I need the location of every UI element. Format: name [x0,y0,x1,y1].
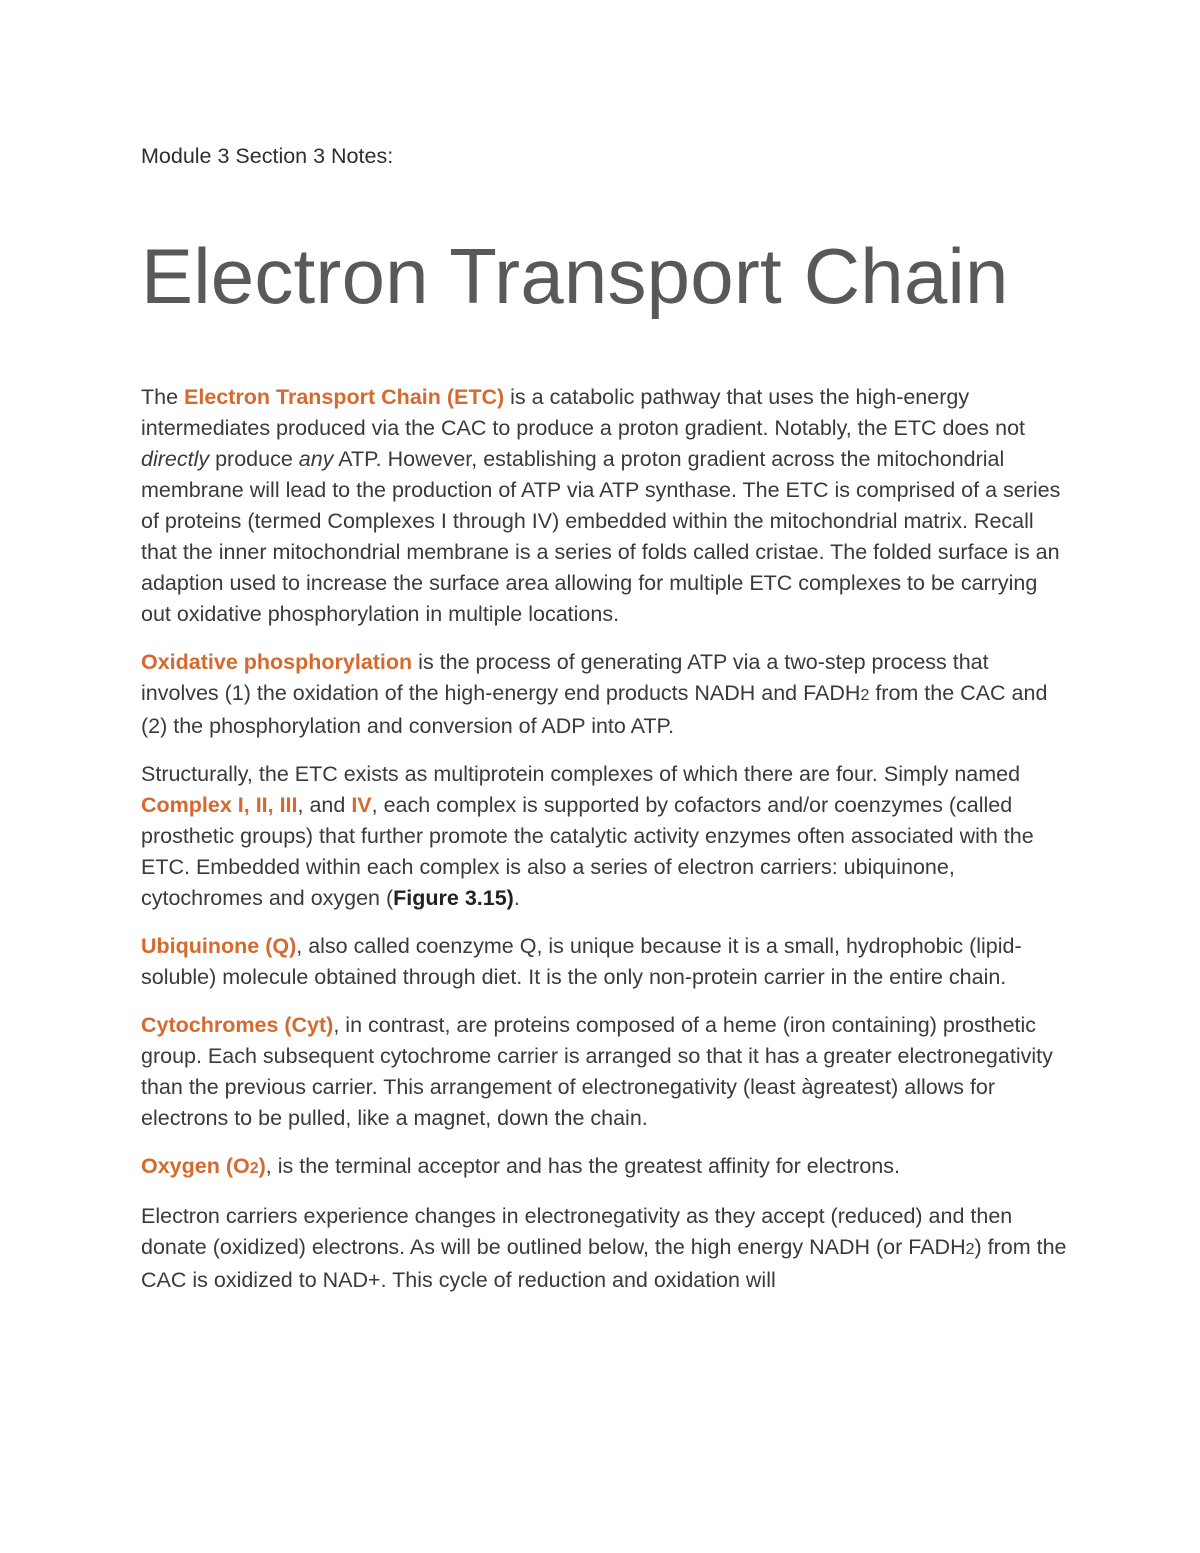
text: , also called coenzyme Q, is unique because it is a small, hydrophobic (lipid-soluble) molecule obtained through diet. It is the only non-protein carrier in the entire chain. [141,934,1022,989]
term-oxygen [141,1154,266,1178]
paragraph-etc-intro [141,382,1071,630]
text: ) from the CAC is oxidized to NAD+. This cycle of reduction and oxidation will [141,1235,1067,1292]
text: produce [209,447,299,471]
text: , and [297,793,352,817]
document-body [141,382,1071,1296]
text: , is the terminal acceptor and has the greatest affinity for electrons. [265,1154,900,1178]
document-page [141,138,1071,1313]
term-oxidative-phosphorylation: Oxidative phosphorylation [141,650,413,674]
paragraph-electron-carriers [141,1201,1071,1296]
paragraph-ubiquinone [141,931,1071,993]
text: is a catabolic pathway that uses the high-energy intermediates produced via the CAC to produce a proton gradient. Notably, the ETC does not [141,385,1025,440]
text: Electron carriers experience changes in electronegativity as they accept (reduced) and then donate (oxidized) electrons. As will be outlined below, the high energy NADH (or FADH [141,1204,1013,1259]
page-title: Electron Transport Chain [141,232,1009,320]
subscript: 2 [965,1241,975,1258]
figure-reference: Figure 3.15) [393,886,514,910]
text: , each complex is supported by cofactors and/or coenzymes (called prosthetic groups) that further promote the catalytic activity enzymes often associated with the ETC. Embedded within each complex is also a series of electron carriers: ubiquinone, cytochromes and oxygen ( [141,793,1034,910]
paragraph-oxidative-phosphorylation [141,647,1071,742]
paragraph-cytochromes [141,1010,1071,1134]
text: is the process of generating ATP via a two-step process that involves (1) the oxidation of the high-energy end products NADH and FADH [141,650,989,705]
term-etc: Electron Transport Chain (ETC) [184,385,505,409]
text: The [141,385,185,409]
emphasis-directly: directly [141,447,210,471]
term-complex-iv: IV [351,793,372,817]
term-cytochromes: Cytochromes (Cyt) [141,1013,334,1037]
text: . [513,886,520,910]
paragraph-structure [141,759,1071,914]
term-complex-i-ii-iii: Complex I, II, III [141,793,298,817]
subscript: 2 [249,1160,259,1177]
paragraph-oxygen [141,1151,1071,1184]
emphasis-any: any [298,447,334,471]
module-heading: Module 3 Section 3 Notes: [141,144,394,168]
text: , in contrast, are proteins composed of a heme (iron containing) prosthetic group. Each subsequent cytochrome carrier is arranged so that it has a greater electronegativity than the previous carrier. This arrangement of electronegativity (least àgreatest) allows for electrons to be pulled, like a magnet, down the chain. [141,1013,1053,1130]
text: Oxygen (O [141,1154,250,1178]
text: ) [258,1154,266,1178]
subscript: 2 [860,687,870,704]
text: ATP. However, establishing a proton gradient across the mitochondrial membrane will lead to the production of ATP via ATP synthase. The ETC is comprised of a series of proteins (termed Complexes I through IV) embedded within the mitochondrial matrix. Recall that the inner mitochondrial membrane is a series of folds called cristae. The folded surface is an adaption used to increase the surface area allowing for multiple ETC complexes to be carrying out oxidative phosphorylation in multiple locations. [141,447,1061,626]
text: Structurally, the ETC exists as multiprotein complexes of which there are four. Simply named [141,762,1021,786]
text: from the CAC and (2) the phosphorylation and conversion of ADP into ATP. [141,681,1048,738]
term-ubiquinone: Ubiquinone (Q) [141,934,297,958]
